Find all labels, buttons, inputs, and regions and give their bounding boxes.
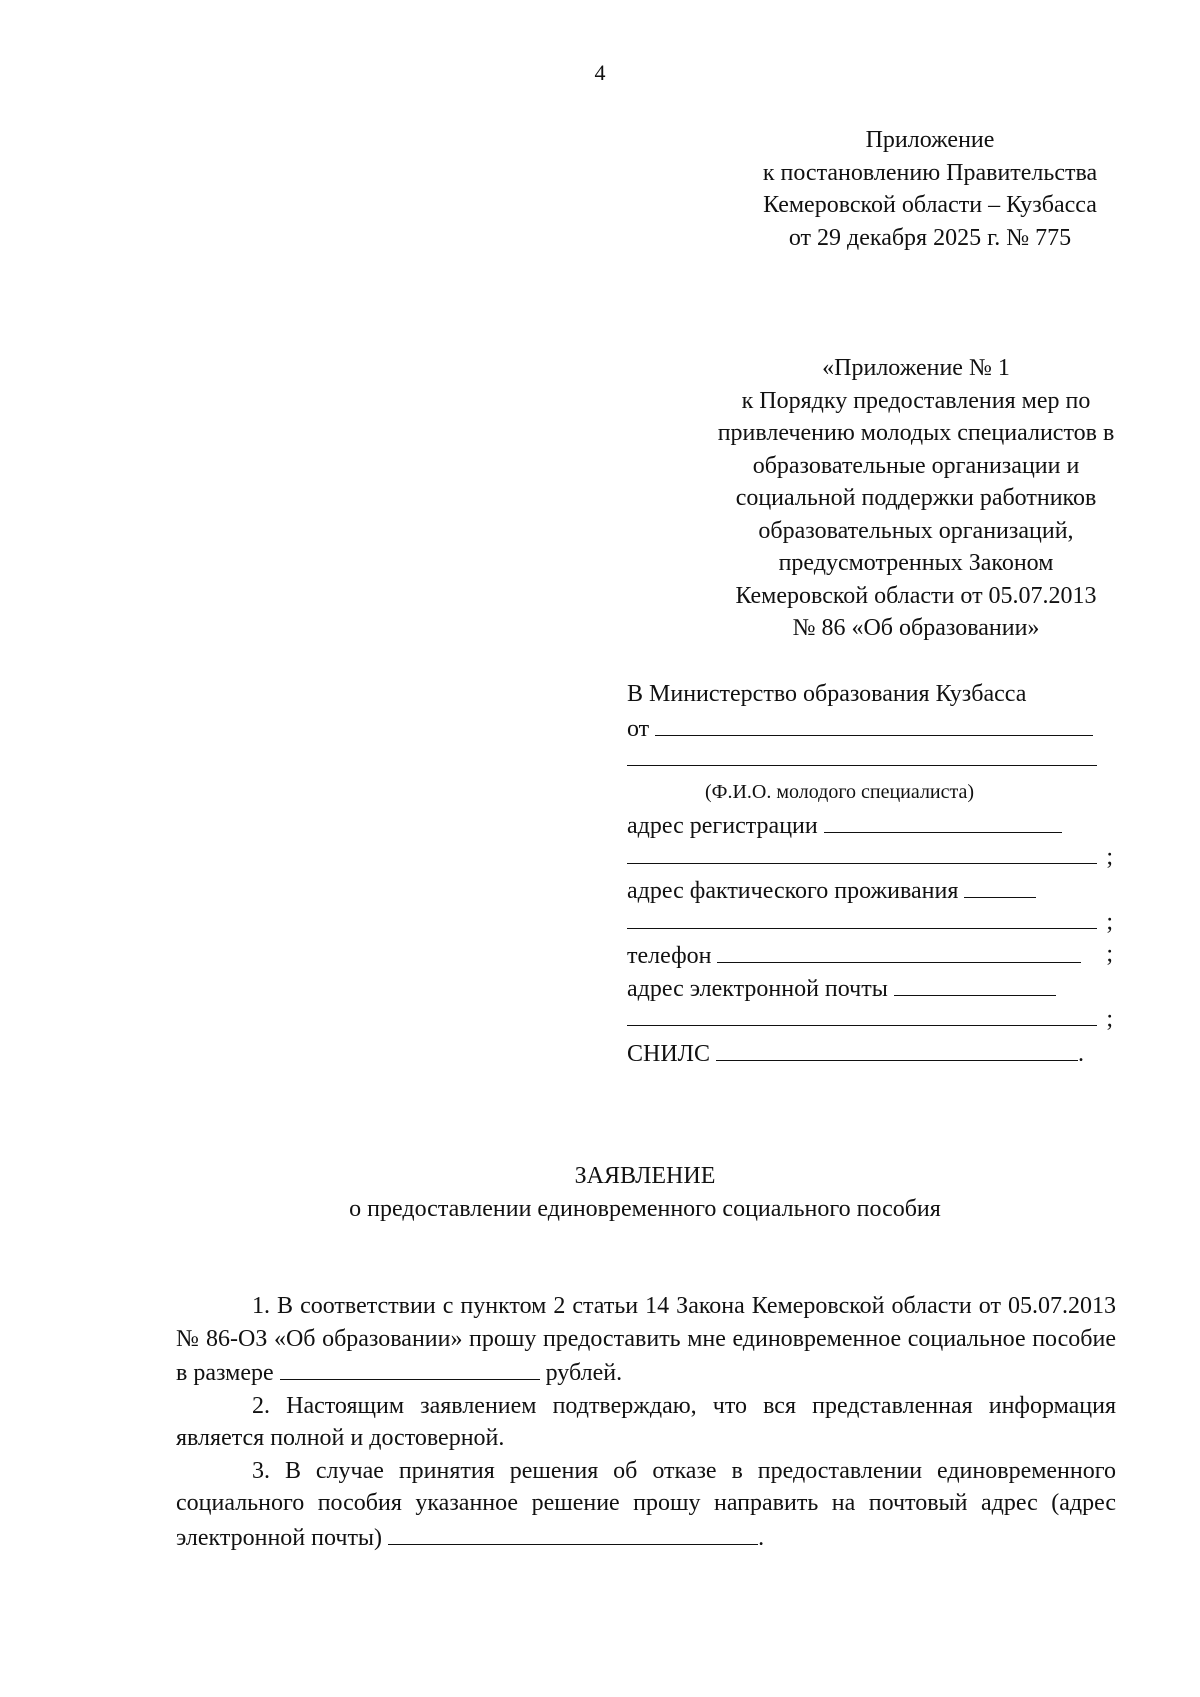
paragraph-3-end: . — [758, 1524, 765, 1551]
registration-blank[interactable] — [824, 808, 1062, 833]
actual-address-blank-2[interactable] — [627, 906, 1097, 929]
snils-blank[interactable] — [716, 1036, 1078, 1061]
recipient-to: В Министерство образования Кузбасса — [627, 681, 1027, 707]
fio-blank-line — [627, 743, 1107, 776]
appendix-one-line: Кемеровской области от 05.07.2013 — [735, 582, 1097, 609]
snils-line — [627, 1036, 1107, 1069]
semicolon: ; — [1106, 908, 1113, 935]
registration-continuation-line — [627, 841, 1113, 874]
snils-label: СНИЛС — [627, 1040, 710, 1067]
paragraph-1-text: 1. В соответствии с пунктом 2 статьи 14 Закона Кемеровской области от 05.07.2013 № 86-ОЗ «Об образовании» прошу предоставить мне единовременное социальное пособие в размере — [176, 1293, 1116, 1386]
semicolon: ; — [1106, 1006, 1113, 1032]
actual-address-continuation-line — [627, 906, 1113, 939]
registration-label: адрес регистрации — [627, 813, 818, 839]
fio-caption: (Ф.И.О. молодого специалиста) — [705, 780, 975, 803]
recipient-to-line — [627, 678, 1107, 711]
appendix-header — [620, 124, 1200, 254]
actual-address-line — [627, 873, 1107, 906]
from-blank[interactable] — [655, 711, 1093, 736]
appendix-one-line: социальной поддержки работников — [735, 485, 1097, 511]
appendix-header-line: Приложение — [865, 127, 995, 153]
statement-subtitle: о предоставлении единовременного социального пособия — [349, 1195, 941, 1222]
email-label: адрес электронной почты — [627, 975, 888, 1002]
appendix-one-line: образовательные организации и — [752, 452, 1080, 479]
actual-address-blank[interactable] — [964, 873, 1036, 898]
amount-blank[interactable] — [280, 1355, 540, 1380]
email-continuation-line — [627, 1003, 1113, 1036]
appendix-one-line: № 86 «Об образовании» — [792, 615, 1040, 641]
phone-blank[interactable] — [717, 938, 1081, 963]
semicolon: ; — [1106, 941, 1113, 967]
appendix-one-block — [612, 352, 1200, 645]
appendix-header-line: Кемеровской области – Кузбасса — [763, 192, 1097, 218]
recipient-block — [627, 678, 1113, 1068]
email-blank-2[interactable] — [627, 1003, 1097, 1026]
paragraph-3 — [176, 1455, 1116, 1555]
statement-title: ЗАЯВЛЕНИЕ — [574, 1163, 716, 1189]
page-number: 4 — [594, 60, 606, 85]
mail-address-blank[interactable] — [388, 1520, 758, 1545]
statement-heading — [0, 1160, 1200, 1225]
registration-line — [627, 808, 1107, 841]
appendix-one-line: образовательных организаций, — [758, 517, 1074, 544]
from-line — [627, 711, 1107, 744]
period: . — [1077, 1040, 1084, 1067]
appendix-header-line: к постановлению Правительства — [762, 159, 1098, 186]
appendix-one-line: «Приложение № 1 — [822, 355, 1010, 381]
paragraph-1-unit: рублей. — [545, 1360, 623, 1386]
fio-blank[interactable] — [627, 743, 1097, 766]
appendix-one-line: привлечению молодых специалистов в — [717, 420, 1115, 446]
phone-label: телефон — [627, 943, 712, 969]
appendix-one-line: к Порядку предоставления мер по — [741, 387, 1091, 414]
appendix-header-line: от 29 декабря 2025 г. № 775 — [788, 224, 1072, 251]
registration-blank-2[interactable] — [627, 841, 1097, 864]
appendix-one-line: предусмотренных Законом — [778, 550, 1054, 576]
email-line — [627, 971, 1107, 1004]
paragraph-1 — [176, 1290, 1116, 1390]
semicolon: ; — [1106, 843, 1113, 870]
statement-body — [176, 1290, 1116, 1554]
from-label: от — [627, 715, 650, 742]
paragraph-2-text: 2. Настоящим заявлением подтверждаю, что вся представленная информация является полной и достоверной. — [176, 1392, 1116, 1451]
paragraph-2 — [176, 1390, 1116, 1455]
paragraph-3-text: 3. В случае принятия решения об отказе в предоставлении единовременного социального пособия указанное решение прошу направить на почтовый адрес (адрес электронной почты) — [176, 1457, 1116, 1551]
actual-address-label: адрес фактического проживания — [627, 878, 959, 904]
phone-line — [627, 938, 1113, 971]
email-blank[interactable] — [894, 971, 1056, 996]
